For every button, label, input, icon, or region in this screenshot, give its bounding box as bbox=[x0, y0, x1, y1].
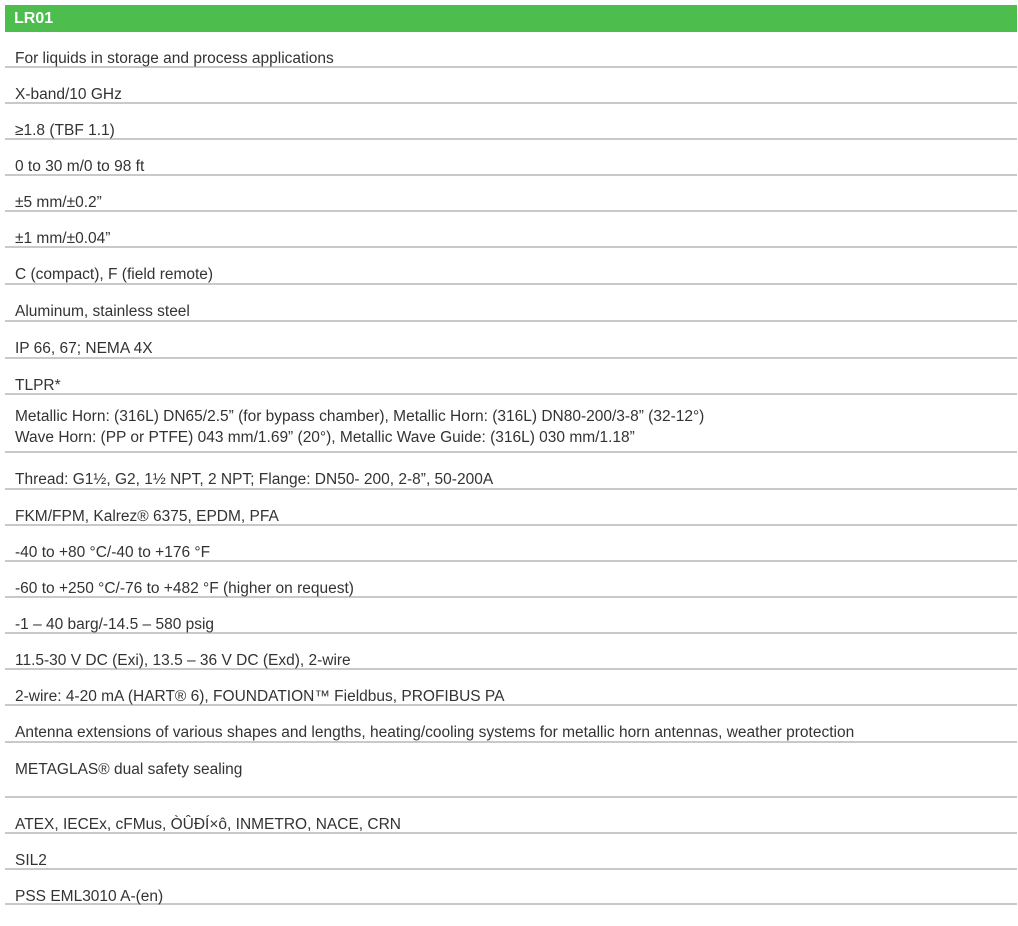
row-text bbox=[15, 301, 190, 322]
table-row bbox=[5, 490, 1017, 526]
table-row bbox=[5, 212, 1017, 248]
table-row bbox=[5, 140, 1017, 176]
table-row bbox=[5, 598, 1017, 634]
table-row bbox=[5, 285, 1017, 322]
table-row bbox=[5, 870, 1017, 905]
row-text-line: IP 66, 67; NEMA 4X bbox=[15, 340, 153, 357]
row-text-line: For liquids in storage and process applications bbox=[15, 50, 334, 67]
row-text-line: ≥1.8 (TBF 1.1) bbox=[15, 122, 115, 139]
spec-table bbox=[5, 5, 1017, 905]
row-text-line: PSS EML3010 A-(en) bbox=[15, 888, 164, 905]
row-text-line: Antenna extensions of various shapes and lengths, heating/cooling systems for metallic horn antennas, weather protection bbox=[15, 724, 855, 741]
spec-rows bbox=[5, 32, 1017, 905]
row-text bbox=[15, 578, 354, 599]
row-text bbox=[15, 192, 102, 213]
row-text bbox=[15, 650, 351, 671]
row-text-line: SIL2 bbox=[15, 852, 47, 869]
row-text bbox=[15, 759, 242, 780]
table-row bbox=[5, 248, 1017, 285]
table-row bbox=[5, 32, 1017, 68]
table-row bbox=[5, 562, 1017, 598]
row-text-line: -1 – 40 barg/-14.5 – 580 psig bbox=[15, 616, 215, 633]
table-row bbox=[5, 359, 1017, 395]
row-text-line: Wave Horn: (PP or PTFE) 043 mm/1.69” (20°), Metallic Wave Guide: (316L) 030 mm/1.18” bbox=[15, 429, 635, 446]
table-row bbox=[5, 634, 1017, 670]
row-text bbox=[15, 120, 115, 141]
table-row bbox=[5, 798, 1017, 834]
row-text-line: Thread: G1½, G2, 1½ NPT, 2 NPT; Flange: DN50- 200, 2-8”, 50-200A bbox=[15, 471, 494, 488]
row-text-line: TLPR* bbox=[15, 377, 61, 394]
row-text bbox=[15, 686, 504, 707]
table-row bbox=[5, 104, 1017, 140]
row-text bbox=[15, 614, 214, 635]
row-text bbox=[15, 814, 401, 835]
table-row bbox=[5, 670, 1017, 706]
row-text bbox=[15, 506, 279, 527]
row-text bbox=[15, 722, 854, 743]
table-row bbox=[5, 834, 1017, 870]
row-text bbox=[15, 469, 493, 490]
row-text-line: ±1 mm/±0.04” bbox=[15, 230, 111, 247]
row-text-line: 0 to 30 m/0 to 98 ft bbox=[15, 158, 145, 175]
row-text bbox=[15, 850, 47, 871]
row-text-line: 2-wire: 4-20 mA (HART® 6), FOUNDATION™ Fieldbus, PROFIBUS PA bbox=[15, 688, 505, 705]
row-text bbox=[15, 156, 144, 177]
row-text bbox=[15, 886, 163, 907]
row-text bbox=[15, 84, 122, 105]
row-text bbox=[15, 228, 110, 249]
row-text bbox=[15, 406, 704, 448]
row-text-line: X-band/10 GHz bbox=[15, 86, 122, 103]
table-row bbox=[5, 395, 1017, 453]
row-text-line: Metallic Horn: (316L) DN65/2.5” (for bypass chamber), Metallic Horn: (316L) DN80-200/3-8” (32-12°) bbox=[15, 408, 705, 425]
row-text bbox=[15, 338, 153, 359]
row-text-line: FKM/FPM, Kalrez® 6375, EPDM, PFA bbox=[15, 508, 279, 525]
table-row bbox=[5, 453, 1017, 490]
row-text-line: ±5 mm/±0.2” bbox=[15, 194, 102, 211]
row-text-line: 11.5-30 V DC (Exi), 13.5 – 36 V DC (Exd), 2-wire bbox=[15, 652, 351, 669]
row-text-line: ATEX, IECEx, cFMus, ÒÛĐÍ×ô, INMETRO, NACE, CRN bbox=[15, 816, 401, 833]
row-text-line: C (compact), F (field remote) bbox=[15, 266, 214, 283]
row-text-line: Aluminum, stainless steel bbox=[15, 303, 190, 320]
table-row bbox=[5, 176, 1017, 212]
table-row bbox=[5, 706, 1017, 743]
row-text bbox=[15, 375, 61, 396]
table-row bbox=[5, 526, 1017, 562]
table-header: LR01 bbox=[5, 5, 1017, 32]
table-row bbox=[5, 68, 1017, 104]
row-text bbox=[15, 48, 334, 69]
table-row bbox=[5, 322, 1017, 359]
row-text-line: METAGLAS® dual safety sealing bbox=[15, 761, 243, 778]
table-row bbox=[5, 743, 1017, 798]
row-text-line: -60 to +250 °C/-76 to +482 °F (higher on request) bbox=[15, 580, 354, 597]
row-text-line: -40 to +80 °C/-40 to +176 °F bbox=[15, 544, 211, 561]
row-text bbox=[15, 542, 210, 563]
row-text bbox=[15, 264, 213, 285]
